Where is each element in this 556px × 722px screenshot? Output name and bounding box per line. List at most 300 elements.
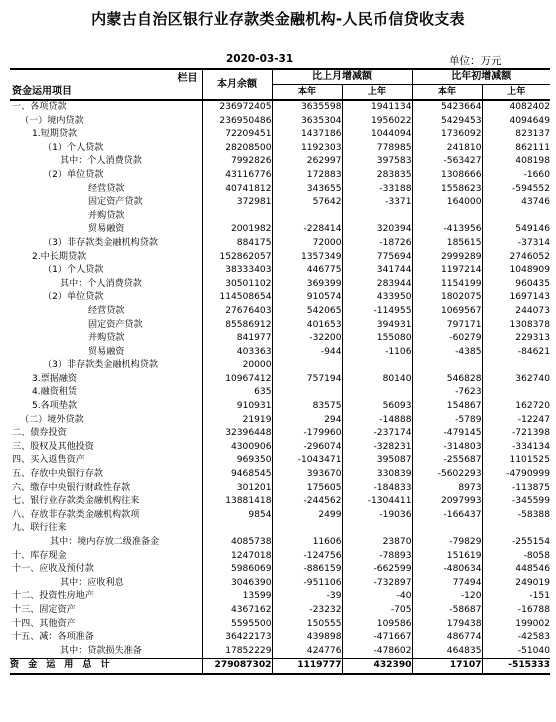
cell-value: 13599 [202, 590, 272, 604]
table-row [10, 100, 550, 115]
cell-value: 229313 [482, 332, 550, 346]
cell-value: -732897 [342, 577, 412, 591]
cell-value [482, 522, 550, 536]
cell-value: 542065 [272, 305, 342, 319]
cell-value: 301201 [202, 482, 272, 496]
row-label: 贸易融资 [88, 224, 125, 235]
table-row [10, 427, 550, 441]
cell-value: -42583 [482, 631, 550, 645]
cell-value: 343655 [272, 183, 342, 197]
cell-value: 150555 [272, 618, 342, 632]
cell-value: 1802075 [412, 291, 482, 305]
cell-value: 9854 [202, 509, 272, 523]
row-label: 并购贷款 [88, 333, 125, 344]
cell-value: 83575 [272, 400, 342, 414]
cell-value [342, 359, 412, 373]
cell-value: 395087 [342, 454, 412, 468]
cell-value: 775694 [342, 251, 412, 265]
cell-value: -255687 [412, 454, 482, 468]
cell-value: 4300906 [202, 441, 272, 455]
month-this-year-header: 本年 [272, 85, 342, 101]
table-row [10, 645, 550, 659]
cell-value: -113875 [482, 482, 550, 496]
cell-value: -4790999 [482, 468, 550, 482]
cell-value: 8973 [412, 482, 482, 496]
row-label: 五、存放中央银行存款 [12, 469, 103, 480]
cell-value: 21919 [202, 414, 272, 428]
row-label: （1）个人贷款 [43, 265, 104, 276]
row-label: 其中：个人消费贷款 [60, 278, 142, 289]
cell-value: -114955 [342, 305, 412, 319]
table-row [10, 278, 550, 292]
cell-value: 433950 [342, 291, 412, 305]
cell-value: -40 [342, 590, 412, 604]
table-row [10, 482, 550, 496]
month-balance-header: 本月余额 [202, 69, 272, 100]
cell-value: 757194 [272, 373, 342, 387]
table-row [10, 319, 550, 333]
table-row [10, 414, 550, 428]
cell-value: -124756 [272, 550, 342, 564]
cell-value: 439898 [272, 631, 342, 645]
table-row [10, 196, 550, 210]
cell-value: -12247 [482, 414, 550, 428]
cell-value: 244073 [482, 305, 550, 319]
cell-value: 4367162 [202, 604, 272, 618]
cell-value: 3635304 [272, 115, 342, 129]
row-label: 其中：境内存放二级准备金 [50, 537, 160, 547]
row-label: （1）个人贷款 [43, 142, 104, 153]
cell-value: 486774 [412, 631, 482, 645]
cell-value: 27676403 [202, 305, 272, 319]
cell-value: 294 [272, 414, 342, 428]
cell-value: 320394 [342, 223, 412, 237]
total-value: 17107 [412, 659, 482, 674]
cell-value: 397583 [342, 155, 412, 169]
cell-value: -184833 [342, 482, 412, 496]
cell-value: -166437 [412, 509, 482, 523]
cell-value: 2001982 [202, 223, 272, 237]
cell-value: 1941134 [342, 100, 412, 115]
cell-value: -478602 [342, 645, 412, 659]
cell-value: -662599 [342, 563, 412, 577]
cell-value: 1069567 [412, 305, 482, 319]
cell-value: 28208500 [202, 142, 272, 156]
cell-value: 5595500 [202, 618, 272, 632]
cell-value: -151 [482, 590, 550, 604]
cell-value: 152862057 [202, 251, 272, 265]
table-row [10, 590, 550, 604]
cell-value: -51040 [482, 645, 550, 659]
row-label: 九、联行往来 [12, 523, 67, 534]
cell-value: -84621 [482, 346, 550, 360]
cell-value: -480634 [412, 563, 482, 577]
cell-value: -1043471 [272, 454, 342, 468]
report-date: 2020-03-31 [226, 53, 294, 65]
cell-value: 446775 [272, 264, 342, 278]
table-row [10, 495, 550, 509]
cell-value: 17852229 [202, 645, 272, 659]
cell-value: 151619 [412, 550, 482, 564]
corner-top-label: 栏目 [177, 72, 198, 84]
table-row [10, 359, 550, 373]
row-label: 经营贷款 [88, 305, 125, 316]
cell-value: -3371 [342, 196, 412, 210]
cell-value: -8058 [482, 550, 550, 564]
vs-last-month-header: 比上月增减额 [272, 69, 412, 85]
cell-value: 369399 [272, 278, 342, 292]
cell-value: 2499 [272, 509, 342, 523]
cell-value: 3046390 [202, 577, 272, 591]
table-row [10, 631, 550, 645]
cell-value: 9468545 [202, 468, 272, 482]
table-row [10, 237, 550, 251]
cell-value: 283944 [342, 278, 412, 292]
table-row [10, 550, 550, 564]
table-row [10, 142, 550, 156]
row-label: 十四、其他资产 [12, 618, 76, 629]
cell-value: -7623 [412, 386, 482, 400]
table-body [10, 100, 550, 674]
cell-value: 30501102 [202, 278, 272, 292]
cell-value: -345599 [482, 495, 550, 509]
cell-value: -18726 [342, 237, 412, 251]
cell-value: -721398 [482, 427, 550, 441]
cell-value [272, 386, 342, 400]
corner-header [10, 69, 202, 100]
row-label: （一）境内贷款 [20, 115, 84, 126]
row-label: 十二、投资性房地产 [12, 591, 94, 602]
table-row [10, 210, 550, 224]
cell-value: -37314 [482, 237, 550, 251]
total-value: 432390 [342, 659, 412, 674]
cell-value: 464835 [412, 645, 482, 659]
cell-value [342, 522, 412, 536]
table-row [10, 577, 550, 591]
cell-value [482, 359, 550, 373]
cell-value: -19036 [342, 509, 412, 523]
cell-value: 185615 [412, 237, 482, 251]
cell-value: -16788 [482, 604, 550, 618]
row-label: 1.短期贷款 [32, 129, 78, 140]
cell-value: 1308378 [482, 319, 550, 333]
cell-value: 164000 [412, 196, 482, 210]
cell-value: -244562 [272, 495, 342, 509]
cell-value: 1154199 [412, 278, 482, 292]
table-row [10, 183, 550, 197]
cell-value: -179960 [272, 427, 342, 441]
cell-value: 80140 [342, 373, 412, 387]
cell-value: -237174 [342, 427, 412, 441]
table-row [10, 509, 550, 523]
row-label: （2）单位贷款 [43, 169, 104, 180]
cell-value: -58388 [482, 509, 550, 523]
cell-value: 57642 [272, 196, 342, 210]
row-label: （二）境外贷款 [20, 414, 84, 425]
row-label: 二、债券投资 [12, 428, 67, 439]
corner-bottom-label: 资金运用项目 [12, 85, 72, 97]
cell-value: 330839 [342, 468, 412, 482]
credit-table [10, 68, 550, 675]
table-row [10, 264, 550, 278]
cell-value: 172883 [272, 169, 342, 183]
cell-value [482, 386, 550, 400]
cell-value: -39 [272, 590, 342, 604]
cell-value [272, 359, 342, 373]
cell-value: -14888 [342, 414, 412, 428]
cell-value: -33188 [342, 183, 412, 197]
cell-value: 236950486 [202, 115, 272, 129]
cell-value [342, 210, 412, 224]
row-label: 3.票据融资 [32, 373, 78, 384]
cell-value: -296074 [272, 441, 342, 455]
cell-value: 179438 [412, 618, 482, 632]
cell-value: 2097993 [412, 495, 482, 509]
row-label: （3）非存款类金融机构贷款 [43, 360, 158, 371]
cell-value: 7992826 [202, 155, 272, 169]
cell-value: 797171 [412, 319, 482, 333]
row-label: 十、库存现金 [12, 550, 67, 561]
cell-value: -58687 [412, 604, 482, 618]
cell-value: 362740 [482, 373, 550, 387]
cell-value: 262997 [272, 155, 342, 169]
unit-label: 单位：万元 [449, 55, 502, 67]
cell-value: 1197214 [412, 264, 482, 278]
cell-value: -228414 [272, 223, 342, 237]
row-label: 固定资产贷款 [88, 319, 143, 330]
table-row [10, 305, 550, 319]
cell-value: -79829 [412, 536, 482, 550]
cell-value: 341744 [342, 264, 412, 278]
row-label: （3）非存款类金融机构贷款 [43, 237, 158, 248]
cell-value: 283835 [342, 169, 412, 183]
row-label: 4.融资租赁 [32, 387, 78, 398]
cell-value [412, 522, 482, 536]
cell-value: 241810 [412, 142, 482, 156]
cell-value: 23870 [342, 536, 412, 550]
cell-value: 1044094 [342, 128, 412, 142]
cell-value: 199002 [482, 618, 550, 632]
row-label: 六、缴存中央银行财政性存款 [12, 482, 131, 493]
row-label: 十三、固定资产 [12, 604, 76, 615]
page-title: 内蒙古自治区银行业存款类金融机构-人民币信贷收支表 [91, 10, 465, 28]
cell-value [412, 210, 482, 224]
table-row [10, 155, 550, 169]
cell-value: -563427 [412, 155, 482, 169]
table-row [10, 169, 550, 183]
cell-value: 2746052 [482, 251, 550, 265]
cell-value: 154867 [412, 400, 482, 414]
row-label: 十五、减：各项准备 [12, 632, 94, 643]
cell-value: 77494 [412, 577, 482, 591]
cell-value [272, 522, 342, 536]
cell-value: -60279 [412, 332, 482, 346]
table-row [10, 346, 550, 360]
cell-value: 175605 [272, 482, 342, 496]
cell-value: 910574 [272, 291, 342, 305]
cell-value: 1048909 [482, 264, 550, 278]
table-row [10, 468, 550, 482]
table-row [10, 386, 550, 400]
row-label: 一、各项贷款 [12, 102, 67, 112]
vs-year-start-header: 比年初增减额 [412, 69, 550, 85]
cell-value: 1192303 [272, 142, 342, 156]
cell-value: 394931 [342, 319, 412, 333]
row-label: 十一、应收及预付款 [12, 564, 94, 575]
row-label: （2）单位贷款 [43, 292, 104, 303]
row-label: 七、银行业存款类金融机构往来 [12, 496, 140, 507]
table-row [10, 454, 550, 468]
cell-value: 1736092 [412, 128, 482, 142]
row-label: 其中：贷款损失准备 [60, 645, 142, 656]
cell-value: -255154 [482, 536, 550, 550]
cell-value: 36422173 [202, 631, 272, 645]
cell-value: -120 [412, 590, 482, 604]
cell-value: 20000 [202, 359, 272, 373]
cell-value: 969350 [202, 454, 272, 468]
cell-value: 1558623 [412, 183, 482, 197]
cell-value: 1697143 [482, 291, 550, 305]
cell-value: 11606 [272, 536, 342, 550]
row-label: 并购贷款 [88, 210, 125, 221]
cell-value: 114508654 [202, 291, 272, 305]
cell-value: 249019 [482, 577, 550, 591]
table-row [10, 536, 550, 550]
cell-value: 109586 [342, 618, 412, 632]
cell-value: 424776 [272, 645, 342, 659]
table-row [10, 332, 550, 346]
cell-value: -944 [272, 346, 342, 360]
row-label: 2.中长期贷款 [32, 251, 87, 262]
cell-value: 40741812 [202, 183, 272, 197]
total-value: -515333 [482, 659, 550, 674]
table-row [10, 441, 550, 455]
table-row [10, 618, 550, 632]
table-row [10, 128, 550, 142]
cell-value: -413956 [412, 223, 482, 237]
table-row [10, 115, 550, 129]
cell-value: 1101525 [482, 454, 550, 468]
cell-value [482, 210, 550, 224]
cell-value: 85586912 [202, 319, 272, 333]
cell-value: -78893 [342, 550, 412, 564]
cell-value: 884175 [202, 237, 272, 251]
cell-value: 1308666 [412, 169, 482, 183]
cell-value: 2999289 [412, 251, 482, 265]
cell-value: 910931 [202, 400, 272, 414]
cell-value: 162720 [482, 400, 550, 414]
row-label: 其中：应收利息 [60, 577, 124, 588]
cell-value: 823137 [482, 128, 550, 142]
cell-value: 635 [202, 386, 272, 400]
cell-value: 32396448 [202, 427, 272, 441]
cell-value: 778985 [342, 142, 412, 156]
total-label: 资金运用总计 [10, 659, 202, 674]
table-row [10, 373, 550, 387]
total-row [10, 659, 550, 674]
cell-value: 448546 [482, 563, 550, 577]
row-label: 三、股权及其他投资 [12, 441, 94, 452]
table-row [10, 400, 550, 414]
cell-value: -705 [342, 604, 412, 618]
cell-value: 841977 [202, 332, 272, 346]
cell-value [202, 522, 272, 536]
cell-value: 1437186 [272, 128, 342, 142]
table-row [10, 251, 550, 265]
table-row [10, 563, 550, 577]
cell-value: 401653 [272, 319, 342, 333]
row-label: 贸易融资 [88, 346, 125, 357]
cell-value: 4082402 [482, 100, 550, 115]
cell-value: 960435 [482, 278, 550, 292]
cell-value: 10967412 [202, 373, 272, 387]
cell-value: 549146 [482, 223, 550, 237]
table-row [10, 291, 550, 305]
cell-value: 1357349 [272, 251, 342, 265]
table-row [10, 223, 550, 237]
cell-value: 3635598 [272, 100, 342, 115]
cell-value: 393670 [272, 468, 342, 482]
cell-value: 862111 [482, 142, 550, 156]
cell-value: 155080 [342, 332, 412, 346]
row-label: 八、存放非存款类金融机构款项 [12, 509, 140, 520]
cell-value: -5602293 [412, 468, 482, 482]
ytd-this-year-header: 本年 [412, 85, 482, 101]
cell-value: 1247018 [202, 550, 272, 564]
cell-value: 43116776 [202, 169, 272, 183]
cell-value: 72209451 [202, 128, 272, 142]
month-last-year-header: 上年 [342, 85, 412, 101]
cell-value: -5789 [412, 414, 482, 428]
cell-value: 13881418 [202, 495, 272, 509]
cell-value: -886159 [272, 563, 342, 577]
cell-value [412, 359, 482, 373]
cell-value: -334134 [482, 441, 550, 455]
cell-value: -328231 [342, 441, 412, 455]
cell-value: -23232 [272, 604, 342, 618]
cell-value: -1660 [482, 169, 550, 183]
table-row [10, 604, 550, 618]
cell-value: -479145 [412, 427, 482, 441]
cell-value: -471667 [342, 631, 412, 645]
total-value: 279087302 [202, 659, 272, 674]
cell-value: 72000 [272, 237, 342, 251]
cell-value: 236972405 [202, 100, 272, 115]
cell-value [272, 210, 342, 224]
cell-value: 408198 [482, 155, 550, 169]
cell-value: -314803 [412, 441, 482, 455]
cell-value: 1956022 [342, 115, 412, 129]
cell-value: 4085738 [202, 536, 272, 550]
row-label: 其中：个人消费贷款 [60, 156, 142, 167]
cell-value: 5429453 [412, 115, 482, 129]
cell-value: 546828 [412, 373, 482, 387]
cell-value: 4094649 [482, 115, 550, 129]
cell-value [342, 386, 412, 400]
cell-value [202, 210, 272, 224]
cell-value: 5986069 [202, 563, 272, 577]
cell-value: -1304411 [342, 495, 412, 509]
cell-value: -594552 [482, 183, 550, 197]
total-value: 1119777 [272, 659, 342, 674]
cell-value: 38333403 [202, 264, 272, 278]
row-label: 固定资产贷款 [88, 197, 143, 208]
cell-value: 403363 [202, 346, 272, 360]
ytd-last-year-header: 上年 [482, 85, 550, 101]
cell-value: -951106 [272, 577, 342, 591]
cell-value: -4385 [412, 346, 482, 360]
cell-value: -32200 [272, 332, 342, 346]
